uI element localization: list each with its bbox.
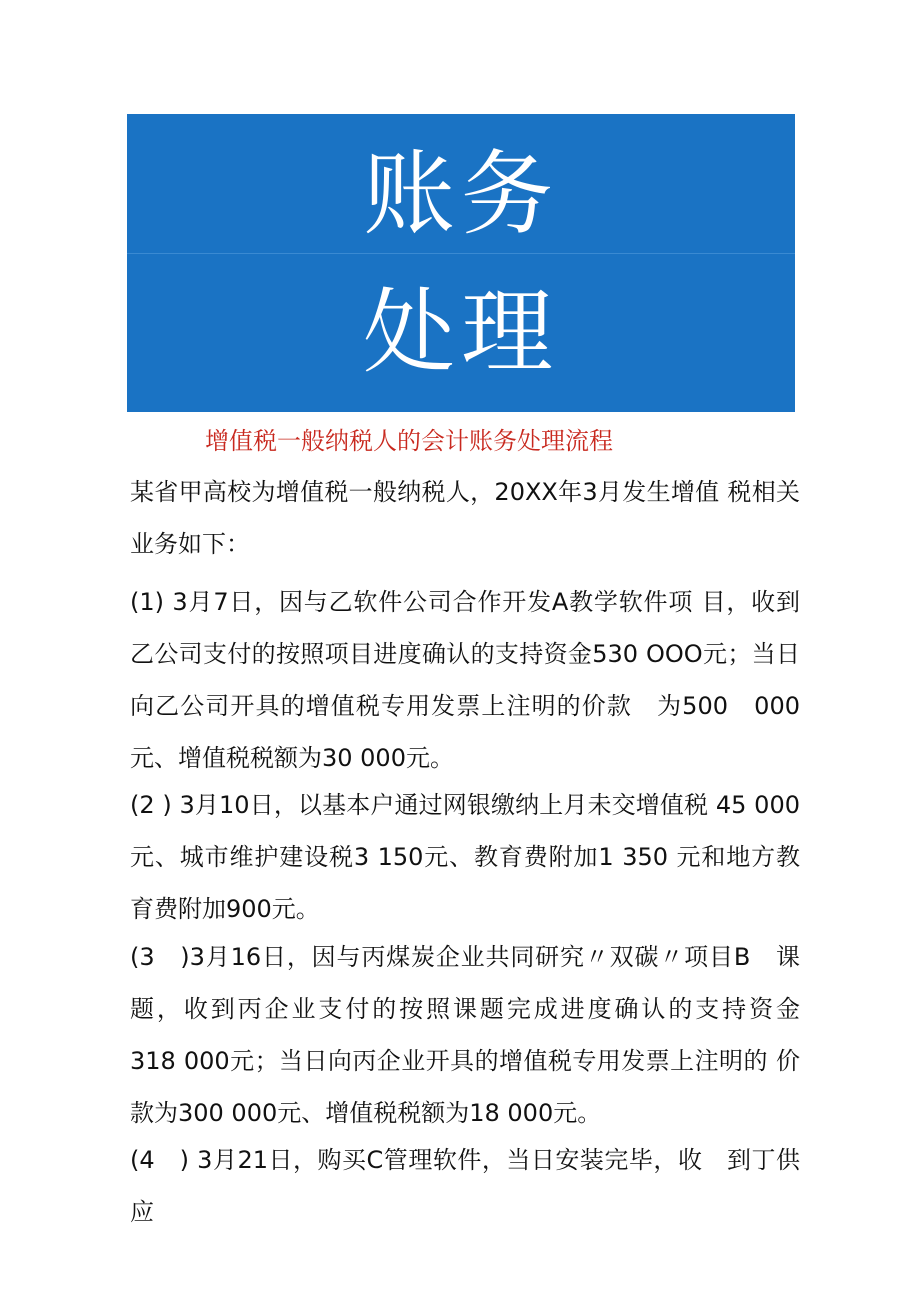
paragraph-item-1 [130,576,800,784]
document-subtitle: 增值税一般纳税人的会计账务处理流程 [205,427,613,455]
paragraph-intro [130,466,800,570]
paragraph-text: (1) 3月7日，因与乙软件公司合作开发A教学软件项 目，收到乙公司支付的按照项目进度确认的支持资金530 OOO元；当日向乙公司开具的增值税专用发票上注明的价款 为500 000元、增值税税额为30 000元。 [130,588,800,772]
paragraph-text: (4 ) 3月21日，购买C管理软件，当日安装完毕，收 到丁供应 [130,1146,800,1226]
paragraph-item-2 [130,779,800,935]
title-banner [127,114,795,412]
paragraph-item-4 [130,1134,800,1238]
paragraph-item-3 [130,931,848,1139]
paragraph-text: (3 )3月16日，因与丙煤炭企业共同研究〃双碳〃项目B 课题，收到丙企业支付的按照课题完成进度确认的支持资金 318 000元；当日向丙企业开具的增值税专用发票上注明的 价款为300 000元、增值税税额为18 000元。 [130,943,848,1127]
banner-divider [127,253,795,254]
banner-title-line-1: 账务 [362,141,559,248]
paragraph-text: (2 ) 3月10日，以基本户通过网银缴纳上月未交增值税 45 000元、城市维护建设税3 150元、教育费附加1 350 元和地方教育费附加900元。 [130,791,800,923]
banner-title-line-2: 处理 [362,279,559,386]
paragraph-text: 某省甲高校为增值税一般纳税人，20XX年3月发生增值 税相关业务如下： [130,478,800,558]
